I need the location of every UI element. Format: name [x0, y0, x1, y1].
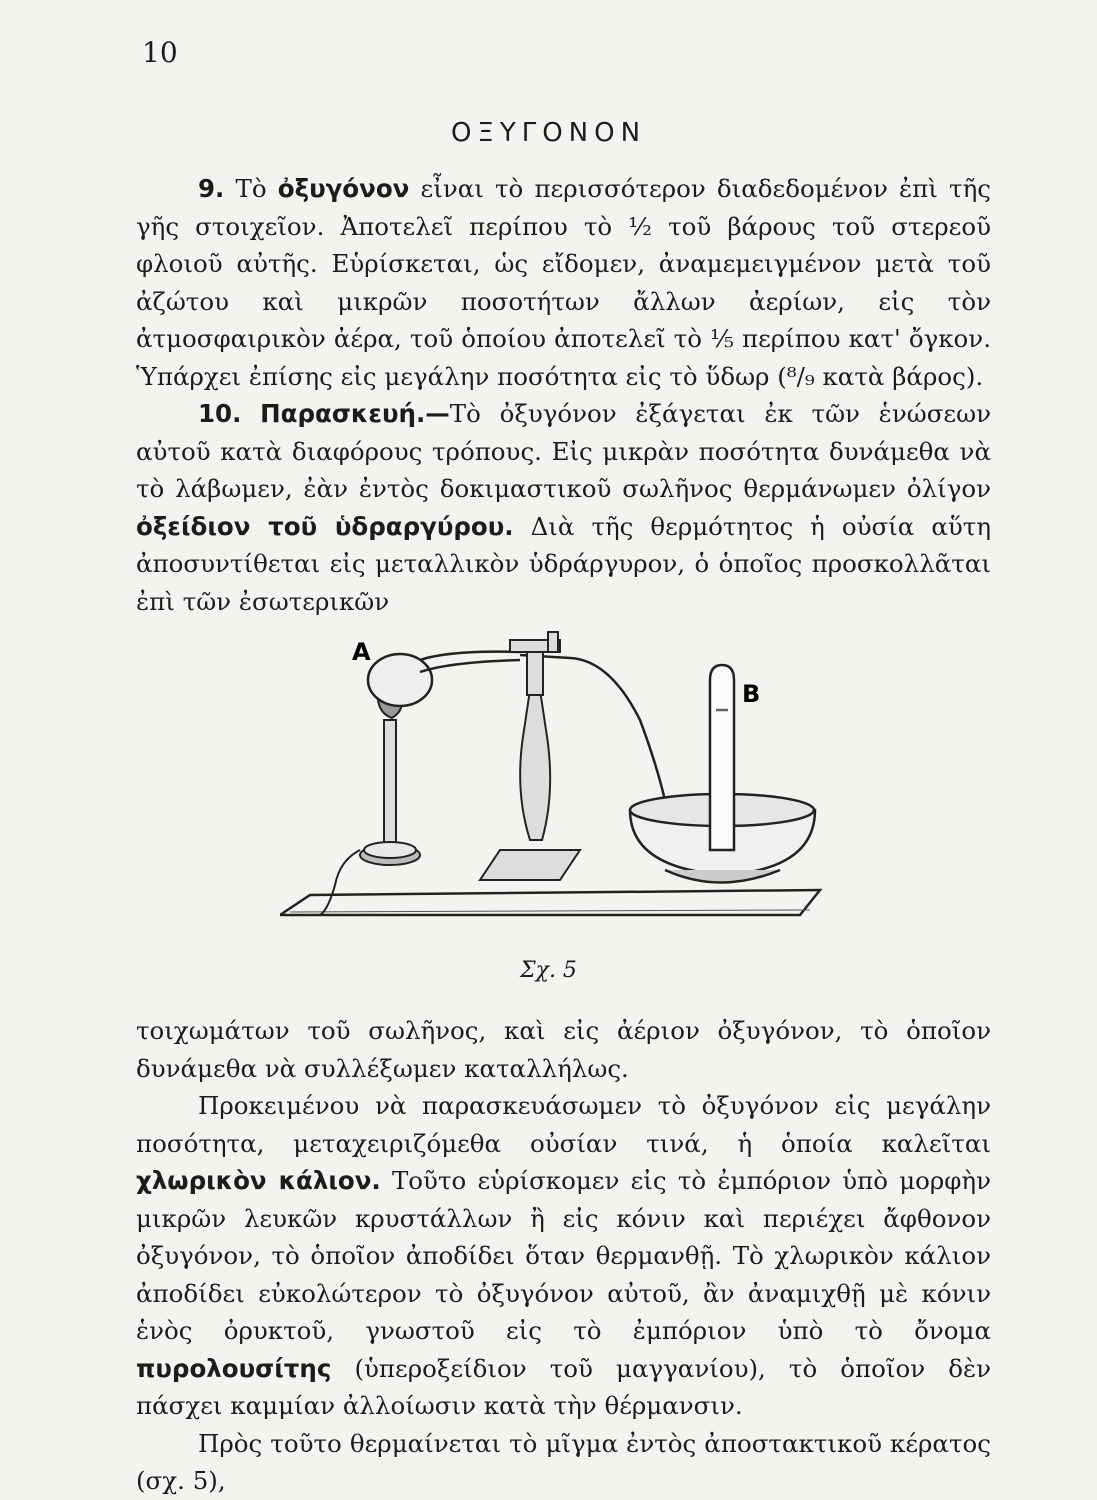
label-a: A — [352, 638, 371, 666]
section-10-term: ὀξείδιον τοῦ ὑδραργύρου. — [136, 511, 514, 541]
lower-text — [136, 1012, 991, 1500]
section-9-term: ὀξυγόνον — [277, 174, 410, 203]
section-9-text: εἶναι τὸ περισσότερον διαδεδομένον ἐπὶ τῆς γῆς στοιχεῖον. Ἀποτελεῖ περίπου τὸ ½ τοῦ βάρους τοῦ στερεοῦ φλοιοῦ αὐτῆς. Εὑρίσκεται, ὡς εἴδομεν, ἀναμεμειγμένον μετὰ τοῦ ἀζώτου καὶ μικρῶν ποσοτήτων ἄλλων ἀερίων, εἰς τὸν ἀτμοσφαιρικὸν ἀέρα, τοῦ ὁποίου ἀποτελεῖ τὸ ⅕ περίπου κατ' ὄγκον. Ὑπάρχει ἐπίσης εἰς μεγάλην ποσότητα εἰς τὸ ὕδωρ (⁸/₉ κατὰ βάρος). — [136, 174, 991, 391]
section-10-text-2: Διὰ τῆς θερμότητος ἡ οὐσία αὕτη ἀποσυντίθεται εἰς μεταλλικὸν ὑδράργυρον, ὁ ὁποῖος προσκολλᾶται ἐπὶ τῶν ἐσωτερικῶν — [136, 511, 991, 616]
collecting-tube — [710, 665, 734, 850]
section-9-number: 9. — [198, 174, 225, 203]
section-10-text-1: Τὸ ὀξυγόνον ἐξάγεται ἐκ τῶν ἑνώσεων αὐτοῦ κατὰ διαφόρους τρόπους. Εἰς μικρὰν ποσότητα δυνάμεθα νὰ τὸ λάβωμεν, ἐὰν ἐντὸς δοκιμαστικοῦ σωλῆνος θερμάνωμεν ὀλίγον — [136, 399, 991, 503]
section-10-paragraph — [136, 395, 991, 620]
section-10-number: 10. — [198, 399, 242, 428]
figure-caption: Σχ. 5 — [520, 958, 577, 983]
section-9-paragraph — [136, 170, 991, 395]
paragraph-3-text-2: Τοῦτο εὑρίσκομεν εἰς τὸ ἐμπόριον ὑπὸ μορφὴν μικρῶν λευκῶν κρυστάλλων ἢ εἰς κόνιν καὶ περιέχει ἄφθονον ὀξυγόνον, τὸ ὁποῖον ἀποδίδει ὅταν θερμανθῇ. Τὸ χλωρικὸν κάλιον ἀποδίδει εὐκολώτερον τὸ ὀξυγόνον αὐτοῦ, ἂν ἀναμιχθῇ μὲ κόνιν ἑνὸς ὀρυκτοῦ, γνωστοῦ εἰς τὸ ἐμπόριον ὑπὸ τὸ ὄνομα — [136, 1166, 991, 1345]
continuation-paragraph: τοιχωμάτων τοῦ σωλῆνος, καὶ εἰς ἀέριον ὀξυγόνον, τὸ ὁποῖον δυνάμεθα νὰ συλλέξωμεν καταλλήλως. — [136, 1016, 991, 1083]
section-9-lead: Τὸ — [235, 174, 267, 203]
term-pyrolusite: πυρολουσίτης — [136, 1353, 332, 1383]
paragraph-4: Πρὸς τοῦτο θερμαίνεται τὸ μῖγμα ἐντὸς ἀποστακτικοῦ κέρατος (σχ. 5), — [136, 1428, 991, 1495]
bunsen-burner — [320, 689, 420, 915]
page-title: ΟΞΥΓΟΝΟΝ — [450, 118, 647, 148]
page-number: 10 — [142, 36, 178, 69]
upper-text — [136, 170, 991, 620]
label-b: B — [742, 680, 761, 708]
distillation-apparatus-figure — [280, 610, 840, 940]
section-10-heading: Παρασκευή.— — [260, 399, 450, 428]
paragraph-3-text-3: (ὑπεροξείδιον τοῦ μαγγανίου), τὸ ὁποῖον δὲν πάσχει καμμίαν ἀλλοίωσιν κατὰ τὴν θέρμανσιν. — [136, 1353, 991, 1420]
paragraph-3 — [136, 1087, 991, 1425]
paragraph-3-text-1: Προκειμένου νὰ παρασκευάσωμεν τὸ ὀξυγόνον εἰς μεγάλην ποσότητα, μεταχειριζόμεθα οὐσίαν τινά, ἡ ὁποία καλεῖται — [136, 1091, 991, 1158]
clamp-stand — [480, 632, 580, 880]
term-potassium-chlorate: χλωρικὸν κάλιον. — [136, 1166, 381, 1195]
